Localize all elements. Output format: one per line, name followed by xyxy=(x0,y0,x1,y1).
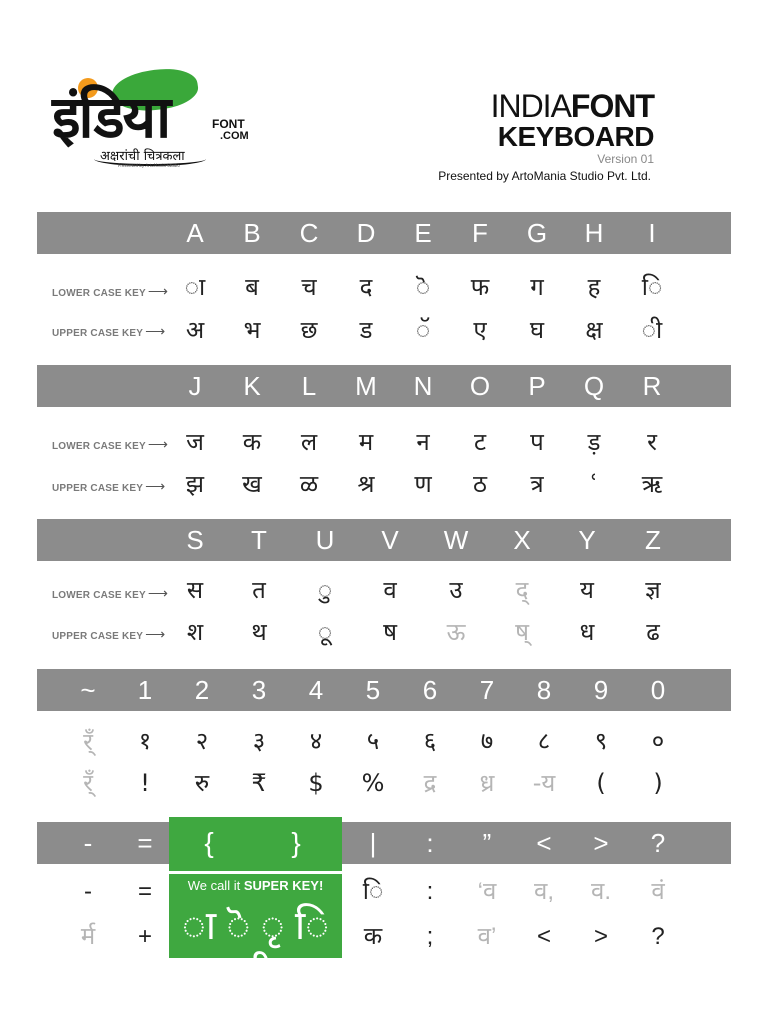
key-label-C: C xyxy=(299,218,319,248)
lowercase-glyph-Q: ड़ xyxy=(587,428,601,456)
key-label-3: 3 xyxy=(251,675,267,705)
lower-case-label: LOWER CASE KEY ⟶ xyxy=(52,283,169,299)
key-label--: - xyxy=(83,828,93,858)
key-label-}: } xyxy=(291,827,301,858)
key-label-?: ? xyxy=(650,828,666,858)
uppercase-glyph-7: ध्र xyxy=(479,769,495,797)
lowercase-glyph-E: ॆ xyxy=(415,273,431,301)
key-label-”: ” xyxy=(482,828,492,858)
lowercase-glyph-sym-7: वं xyxy=(651,878,665,905)
uppercase-glyph-J: झ xyxy=(185,470,205,498)
logo-wordmark: इंडिया xyxy=(52,83,170,151)
uppercase-glyph-M: श्र xyxy=(357,470,375,498)
key-label-W: W xyxy=(443,525,469,555)
lowercase-glyph-K: क xyxy=(242,428,262,456)
lowercase-glyph-T: त xyxy=(252,576,266,604)
key-label-F: F xyxy=(472,218,488,248)
key-label-0: 0 xyxy=(650,675,666,705)
uppercase-glyph-T: थ xyxy=(251,618,267,646)
upper-case-label: UPPER CASE KEY ⟶ xyxy=(52,478,166,494)
logo-font-text: FONT xyxy=(212,117,245,131)
key-label-X: X xyxy=(513,525,531,555)
key-label-B: B xyxy=(243,218,261,248)
arrow-icon: ⟶ xyxy=(145,626,166,642)
lowercase-glyph-V: व xyxy=(383,576,397,604)
lowercase-glyph-sym-4: ‘व xyxy=(477,878,497,905)
key-label-A: A xyxy=(186,218,204,248)
lowercase-glyph-sym-2: ि xyxy=(362,878,384,905)
uppercase-glyph-Z: ढ xyxy=(646,618,660,646)
key-label->: > xyxy=(593,828,609,858)
arrow-icon: ⟶ xyxy=(145,478,166,494)
key-label-Z: Z xyxy=(645,525,661,555)
logo-com-text: .COM xyxy=(220,130,249,142)
uppercase-glyph-L: ळ xyxy=(299,470,319,498)
uppercase-glyph-K: ख xyxy=(242,470,262,498)
uppercase-glyph-V: ष xyxy=(383,618,397,646)
lowercase-glyph-2: २ xyxy=(195,728,209,755)
uppercase-glyph-1: ! xyxy=(140,769,150,797)
title-bold: FONT xyxy=(570,88,654,124)
uppercase-glyph-3: ₹ xyxy=(251,769,267,797)
lowercase-glyph-7: ७ xyxy=(480,728,494,755)
key-label-7: 7 xyxy=(479,675,495,705)
arrow-icon: ⟶ xyxy=(147,436,169,452)
lowercase-glyph-sym-3: : xyxy=(426,878,434,905)
uppercase-glyph-F: ए xyxy=(473,316,487,344)
arrow-icon: ⟶ xyxy=(147,283,169,299)
uppercase-glyph-sym-2: क xyxy=(363,923,383,950)
key-label-2: 2 xyxy=(194,675,210,705)
lowercase-glyph-W: उ xyxy=(449,576,463,604)
lowercase-glyph-A: ा xyxy=(184,273,206,301)
lowercase-glyph-Y: य xyxy=(580,576,594,604)
lowercase-glyph-B: ब xyxy=(245,273,259,301)
lowercase-glyph-S: स xyxy=(186,576,204,604)
super-key-caption: We call it SUPER KEY! xyxy=(187,878,324,893)
uppercase-glyph-5: % xyxy=(361,769,385,797)
upper-case-label: UPPER CASE KEY ⟶ xyxy=(52,323,166,339)
uppercase-glyph-sym-5: < xyxy=(536,923,551,950)
upper-case-label: UPPER CASE KEY ⟶ xyxy=(52,626,166,642)
lowercase-glyph-0: ० xyxy=(651,728,665,755)
super-key-panel xyxy=(169,874,342,997)
key-label-pipe: | xyxy=(369,828,377,858)
uppercase-glyph-X: ष् xyxy=(515,618,529,646)
lowercase-glyph-6: ६ xyxy=(423,728,437,755)
key-label-Q: Q xyxy=(583,371,605,401)
uppercase-glyph-4: $ xyxy=(308,769,324,797)
uppercase-glyph-A: अ xyxy=(185,316,205,344)
key-label-4: 4 xyxy=(308,675,324,705)
lowercase-glyph-P: प xyxy=(530,428,544,456)
key-label-U: U xyxy=(315,525,335,555)
lowercase-glyph-N: न xyxy=(416,428,430,456)
lowercase-glyph-H: ह xyxy=(587,273,601,301)
uppercase-glyph-S: श xyxy=(186,618,204,646)
uppercase-glyph-W: ऊ xyxy=(446,618,466,646)
super-key-glyphs: ा ॆ ृ ि ी xyxy=(182,903,329,997)
title-keyboard: KEYBOARD xyxy=(497,121,654,152)
lowercase-glyph-I: ि xyxy=(641,273,663,301)
lowercase-glyph-U: ु xyxy=(317,576,333,604)
lowercase-glyph-C: च xyxy=(301,273,317,301)
lowercase-glyph-O: ट xyxy=(473,428,487,456)
uppercase-glyph-6: द्र xyxy=(423,769,437,797)
page-title xyxy=(491,90,654,166)
arrow-icon: ⟶ xyxy=(145,323,166,339)
uppercase-glyph-~: र्ँ xyxy=(83,769,93,797)
lowercase-glyph-~: र्ँ xyxy=(83,728,93,756)
version-label: Version 01 xyxy=(597,152,654,166)
lowercase-glyph-9: ९ xyxy=(594,728,608,755)
lowercase-glyph-J: ज xyxy=(186,428,204,456)
uppercase-glyph-P: त्र xyxy=(530,470,544,498)
uppercase-glyph-2: रु xyxy=(194,769,210,797)
key-label-M: M xyxy=(355,371,377,401)
key-label-S: S xyxy=(186,525,204,555)
uppercase-glyph-N: ण xyxy=(414,470,432,498)
uppercase-glyph-sym-7: ? xyxy=(651,923,665,950)
key-label-5: 5 xyxy=(365,675,381,705)
presented-by: Presented by ArtoMania Studio Pvt. Ltd. xyxy=(438,169,651,183)
lower-case-label: LOWER CASE KEY ⟶ xyxy=(52,436,169,452)
key-label-P: P xyxy=(528,371,546,401)
arrow-icon: ⟶ xyxy=(147,585,169,601)
key-label-Y: Y xyxy=(578,525,596,555)
key-label-~: ~ xyxy=(80,675,96,705)
logo xyxy=(50,70,250,180)
lowercase-glyph-3: ३ xyxy=(252,728,266,755)
uppercase-glyph-C: छ xyxy=(300,316,318,344)
key-label-:: : xyxy=(426,828,434,858)
key-label-I: I xyxy=(648,218,656,248)
uppercase-glyph-R: ऋ xyxy=(641,470,663,498)
uppercase-glyph-8: -य xyxy=(532,769,556,797)
key-label-V: V xyxy=(381,525,399,555)
lowercase-glyph-R: र xyxy=(647,428,657,456)
key-label-H: H xyxy=(584,218,604,248)
uppercase-glyph-U: ू xyxy=(317,618,333,646)
lowercase-glyph-sym-5: व, xyxy=(533,878,554,905)
key-label-=: = xyxy=(137,828,153,858)
lowercase-glyph-X: द् xyxy=(515,576,529,604)
uppercase-glyph-sym-1: + xyxy=(137,923,152,950)
uppercase-glyph-D: ड xyxy=(359,316,373,344)
lowercase-glyph-D: द xyxy=(359,273,373,301)
uppercase-glyph-9: ( xyxy=(596,769,606,797)
key-label-G: G xyxy=(526,218,548,248)
key-label-K: K xyxy=(243,371,261,401)
title-light: INDIA xyxy=(490,88,571,124)
key-label-N: N xyxy=(413,371,433,401)
uppercase-glyph-H: क्ष xyxy=(585,316,603,344)
uppercase-glyph-sym-3: ; xyxy=(426,923,434,950)
uppercase-glyph-O: ठ xyxy=(473,470,487,498)
lowercase-glyph-F: फ xyxy=(470,273,490,301)
logo-small-text: Presented by ArtoMania Studio xyxy=(118,163,180,168)
uppercase-glyph-Y: ध xyxy=(579,618,595,646)
key-label-L: L xyxy=(301,371,317,401)
uppercase-glyph-0: ) xyxy=(653,769,663,797)
key-label-{: { xyxy=(204,827,214,858)
key-label-1: 1 xyxy=(137,675,153,705)
uppercase-glyph-sym-0: र्म xyxy=(80,923,96,950)
lowercase-glyph-1: १ xyxy=(138,728,152,755)
lowercase-glyph-sym-6: व. xyxy=(590,878,611,905)
key-label-T: T xyxy=(251,525,267,555)
lowercase-glyph-8: ८ xyxy=(537,728,551,755)
uppercase-glyph-sym-4: व’ xyxy=(477,923,497,950)
lowercase-glyph-sym-0: - xyxy=(84,878,92,905)
uppercase-glyph-E: ॅ xyxy=(415,316,431,344)
key-label-E: E xyxy=(414,218,432,248)
uppercase-glyph-G: घ xyxy=(529,316,545,344)
key-label-6: 6 xyxy=(422,675,438,705)
uppercase-glyph-Q: ʿ xyxy=(590,470,598,498)
lowercase-glyph-sym-1: = xyxy=(137,878,152,905)
key-label-D: D xyxy=(356,218,376,248)
lowercase-glyph-4: ४ xyxy=(309,728,323,755)
lowercase-glyph-G: ग xyxy=(530,273,544,301)
lowercase-glyph-Z: ज्ञ xyxy=(645,576,661,604)
key-label-<: < xyxy=(536,828,552,858)
lowercase-glyph-5: ५ xyxy=(366,728,380,755)
key-label-8: 8 xyxy=(536,675,552,705)
lowercase-glyph-M: म xyxy=(358,428,374,456)
lowercase-glyph-L: ल xyxy=(300,428,318,456)
lower-case-label: LOWER CASE KEY ⟶ xyxy=(52,585,169,601)
logo-tagline: अक्षरांची चित्रकला xyxy=(100,149,185,164)
key-label-9: 9 xyxy=(593,675,609,705)
uppercase-glyph-I: ी xyxy=(641,316,663,344)
uppercase-glyph-sym-6: > xyxy=(593,923,608,950)
uppercase-glyph-B: भ xyxy=(243,316,261,344)
key-label-J: J xyxy=(188,371,202,401)
key-label-R: R xyxy=(642,371,662,401)
key-label-O: O xyxy=(469,371,491,401)
